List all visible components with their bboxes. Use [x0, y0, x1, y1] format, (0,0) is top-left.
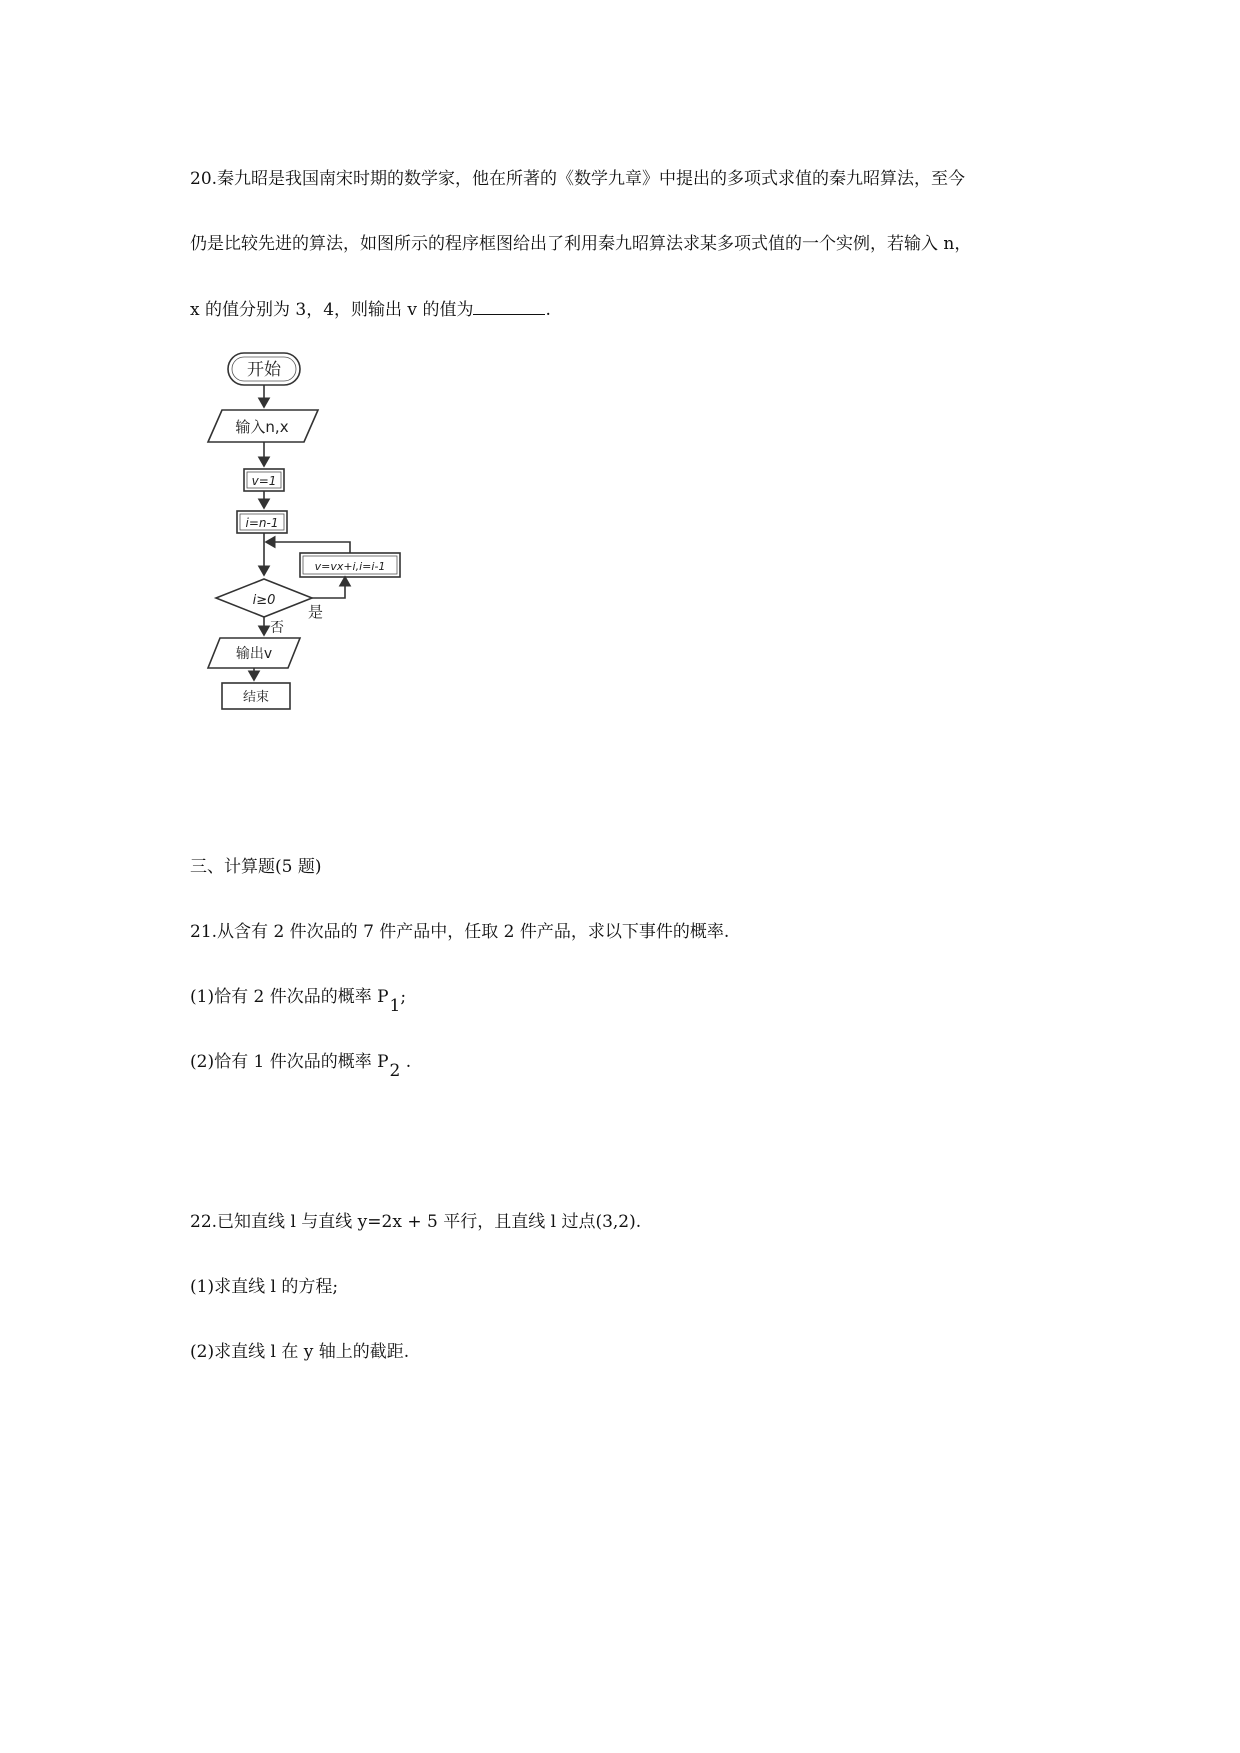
flowchart-start-node — [228, 353, 300, 385]
flowchart-loop-body-label: v=vx+i,i=i-1 — [314, 560, 386, 573]
flowchart-init-i-node — [237, 511, 287, 533]
flowchart-init-v-node — [244, 469, 284, 491]
flowchart-no-label: 否 — [270, 620, 284, 636]
q22-stem: 22.已知直线 l 与直线 y=2x + 5 平行，且直线 l 过点(3,2). — [190, 1212, 642, 1232]
q21-part-1 — [190, 986, 407, 1016]
q21-part-1-end: ; — [400, 987, 407, 1007]
flowchart-end-node — [222, 683, 290, 709]
flowchart-loop-arrow — [266, 542, 350, 553]
q21-stem: 21.从含有 2 件次品的 7 件产品中，任取 2 件产品，求以下事件的概率. — [190, 922, 730, 942]
flowchart-output-label: 输出v — [235, 646, 273, 662]
q20-line-3 — [190, 298, 551, 321]
section-heading: 三、计算题(5 题) — [190, 857, 322, 877]
flowchart-input-node — [208, 410, 318, 442]
flowchart-input-label: 输入n,x — [235, 418, 289, 436]
flowchart-diagram — [200, 345, 410, 715]
q20-line-3-text: x 的值分别为 3，4，则输出 v 的值为 — [190, 300, 474, 320]
flowchart-output-node — [208, 638, 300, 668]
q20-line-2: 仍是比较先进的算法，如图所示的程序框图给出了利用秦九昭算法求某多项式值的一个实例，若输入 n， — [190, 234, 972, 254]
flowchart-decision-node — [216, 579, 312, 617]
q21-part-1-text: (1)恰有 2 件次品的概率 P — [190, 987, 389, 1007]
flowchart-end-label: 结束 — [242, 690, 270, 705]
flowchart-yes-arrow — [312, 577, 345, 598]
q22-part-1: (1)求直线 l 的方程; — [190, 1277, 339, 1297]
q22-part-2: (2)求直线 l 在 y 轴上的截距. — [190, 1342, 410, 1362]
flowchart-yes-label: 是 — [308, 603, 324, 621]
q20-line-3-end: . — [545, 300, 551, 320]
q21-part-2-subscript: 2 — [389, 1061, 401, 1081]
q21-part-2-end: . — [400, 1052, 412, 1072]
q21-part-1-subscript: 1 — [389, 996, 401, 1016]
flowchart-loop-body-node — [300, 553, 400, 577]
q21-part-2-text: (2)恰有 1 件次品的概率 P — [190, 1052, 389, 1072]
flowchart-condition-label: i≥0 — [252, 593, 276, 608]
answer-blank — [473, 298, 545, 315]
q21-part-2 — [190, 1051, 412, 1081]
q20-line-1: 20.秦九昭是我国南宋时期的数学家，他在所著的《数学九章》中提出的多项式求值的秦九昭算法，至今 — [190, 169, 966, 189]
flowchart-start-label: 开始 — [247, 360, 281, 380]
flowchart-init-i-label: i=n-1 — [245, 516, 279, 530]
flowchart-init-v-label: v=1 — [251, 474, 277, 488]
